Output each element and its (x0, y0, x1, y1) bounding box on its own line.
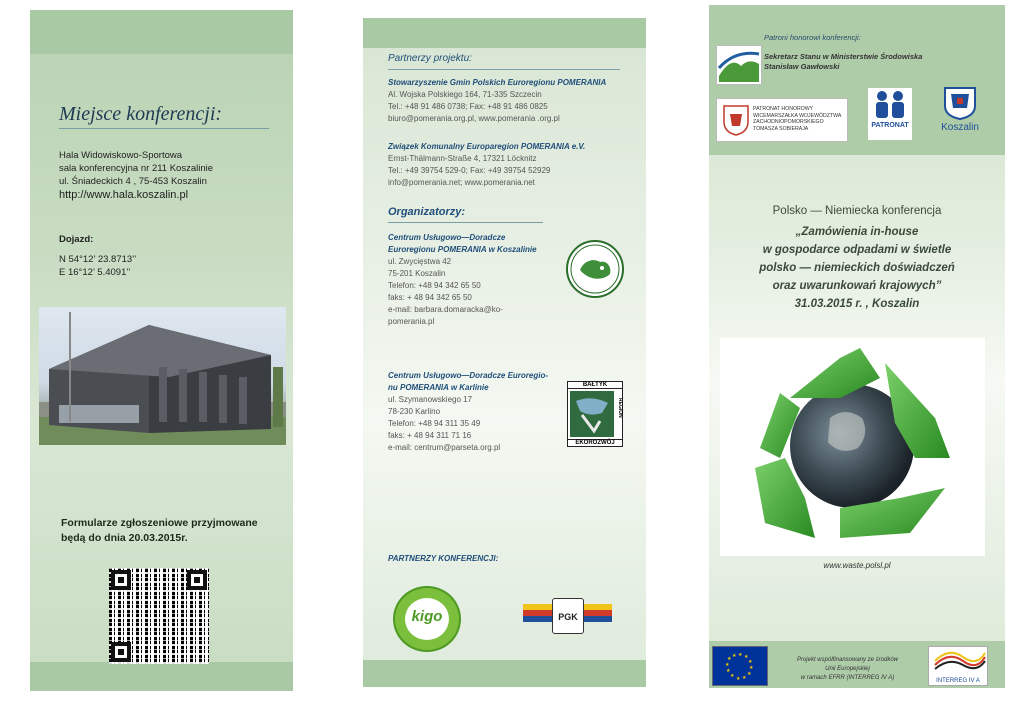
svg-text:★: ★ (742, 675, 747, 681)
organizer-1-street: ul. Zwycięstwa 42 (388, 257, 452, 266)
kigo-logo (393, 586, 461, 652)
venue-line: Hala Widowiskowo-Sportowa (59, 150, 183, 161)
qr-code[interactable] (109, 568, 209, 664)
pgk-text: PGK (558, 612, 578, 622)
forms-line2: będą do dnia 20.03.2015r. (61, 532, 188, 544)
title-line: oraz uwarunkowań krajowych” (772, 280, 942, 292)
marshal-patronage-text (753, 106, 841, 132)
venue-address (59, 149, 213, 202)
organizer-2-email[interactable]: e-mail: centrum@parseta.org.pl (388, 443, 501, 452)
organizer-1-city: 75-201 Koszalin (388, 269, 446, 278)
svg-text:★: ★ (738, 652, 743, 658)
svg-text:★: ★ (725, 662, 730, 668)
forms-line1: Formularze zgłoszeniowe przyjmowane (61, 517, 258, 529)
eu-line2: Unii Europejskiej (825, 666, 870, 672)
partner-2-phone: Tel.: +49 39754 529-0; Fax: +49 39754 52929 (388, 166, 551, 175)
interreg-label: INTERREG IV A (936, 678, 980, 684)
patron-1-line1: Sekretarz Stanu w Ministerstwie Środowiska (764, 52, 923, 61)
koszalin-label: Koszalin (941, 122, 979, 133)
partner-1-phone: Tel.: +48 91 486 0738; Fax: +48 91 486 0825 (388, 102, 548, 111)
partners-heading: Partnerzy projektu: (388, 53, 472, 64)
logo2-top-text: BAŁTYK (568, 382, 622, 389)
gps-e: E 16°12’ 5.4091’’ (59, 267, 131, 278)
left-top-bar (30, 10, 293, 54)
svg-text:★: ★ (748, 659, 753, 665)
patronat-text: PATRONAT (871, 122, 909, 129)
organizer-2-name-line1: Centrum Usługowo—Doradcze Euroregio- (388, 371, 549, 380)
middle-top-bar (363, 18, 646, 48)
koszalin-crest (938, 86, 982, 138)
partner-2-web[interactable]: info@pomerania.net; www.pomerania.net (388, 178, 535, 187)
eu-cofinance-text (780, 656, 915, 683)
date-place: 31.03.2015 r. , Koszalin (794, 298, 920, 310)
patron-1-line2: Stanisław Gawłowski (764, 62, 840, 71)
organizer-1-logo (566, 240, 624, 298)
venue-heading-rule (59, 128, 269, 129)
dojazd-label: Dojazd: (59, 234, 94, 245)
logo2-side-text: REGION (617, 398, 623, 418)
organizer-2-fax: faks: + 48 94 311 71 16 (388, 431, 472, 440)
left-bottom-bar (30, 662, 293, 691)
venue-line: ul. Śniadeckich 4 , 75-453 Koszalin (59, 176, 207, 187)
eu-line1: Projekt współfinansowany ze środków (796, 657, 899, 663)
partner-1-name: Stowarzyszenie Gmin Polskich Euroregionu POMERANIA (388, 78, 607, 87)
kigo-text: kigo (411, 608, 443, 625)
patron-1 (764, 52, 922, 72)
marshal-patronage (716, 98, 848, 142)
partner-1 (388, 77, 606, 125)
venue-url-link[interactable]: http://www.hala.koszalin.pl (59, 189, 189, 201)
partner-1-web[interactable]: biuro@pomerania.org.pl, www.pomerania .org.pl (388, 114, 560, 123)
svg-text:★: ★ (744, 654, 749, 660)
organizer-2-name-line2: nu POMERANIA w Karlinie (388, 383, 489, 392)
svg-text:★: ★ (736, 676, 741, 682)
svg-text:★: ★ (727, 656, 732, 662)
venue-heading: Miejsce konferencji: (59, 103, 223, 125)
title-line: w gospodarce odpadami w świetle (762, 244, 952, 256)
forms-deadline (61, 516, 258, 546)
svg-text:★: ★ (749, 665, 754, 671)
organizer-2-city: 78-230 Karlino (388, 407, 441, 416)
conference-type: Polsko — Niemiecka konferencja (772, 205, 942, 217)
partner-2-address: Ernst-Thälmann-Straße 4, 17321 Löcknitz (388, 154, 537, 163)
marshal-line: TOMASZA SOBIERAJA (753, 125, 809, 132)
marshal-line: PATRONAT HONOROWY (753, 106, 814, 112)
patrons-heading: Patroni honorowi konferencji: (764, 33, 861, 42)
organizer-2 (388, 370, 548, 454)
svg-text:★: ★ (732, 653, 737, 659)
organizer-1-name-line1: Centrum Usługowo—Doradcze (388, 233, 506, 242)
gps-n: N 54°12’ 23.8713’’ (59, 254, 137, 265)
organizer-2-street: ul. Szymanowskiego 17 (388, 395, 473, 404)
organizer-2-phone: Telefon: +48 94 311 35 49 (388, 419, 481, 428)
organizer-1-phone: Telefon: +48 94 342 65 50 (388, 281, 481, 290)
organizer-1-email-cont[interactable]: pomerania.pl (388, 317, 435, 326)
logo2-bottom-text: EKOROZWÓJ (568, 439, 622, 446)
middle-bottom-bar (363, 660, 646, 687)
title-line: „Zamówienia in-house (795, 226, 919, 238)
marshal-line: ZACHODNIOPOMORSKIEGO (753, 119, 824, 125)
organizer-1-fax: faks: + 48 94 342 65 50 (388, 293, 472, 302)
eu-flag (712, 646, 768, 686)
conference-partners-heading: PARTNERZY KONFERENCJI: (388, 554, 499, 563)
interreg-logo (928, 646, 988, 686)
partner-1-address: Al. Wojska Polskiego 164, 71-335 Szczecin (388, 90, 542, 99)
waste-site-link[interactable]: www.waste.polsl.pl (823, 561, 891, 570)
recycle-globe-image (720, 338, 985, 556)
title-line: polsko — niemieckich doświadczeń (759, 262, 955, 274)
partner-2 (388, 141, 585, 189)
organizers-heading: Organizatorzy: (388, 206, 466, 218)
conference-title (709, 223, 1005, 313)
svg-text:★: ★ (730, 673, 735, 679)
svg-text:★: ★ (747, 671, 752, 677)
eu-line3: w ramach EFRR (INTERREG IV A) (800, 675, 895, 681)
patronat-logo (868, 88, 912, 140)
organizer-1-name-line2: Euroregionu POMERANIA w Koszalinie (388, 245, 537, 254)
venue-line: sala konferencyjna nr 211 Koszalinie (59, 163, 214, 174)
partner-2-name: Związek Komunalny Europaregion POMERANIA e.V. (388, 142, 586, 151)
pgk-logo (523, 598, 612, 632)
svg-text:★: ★ (726, 668, 731, 674)
marshal-line: WICEMARSZAŁKA WOJEWÓDZTWA (753, 112, 842, 119)
venue-photo (39, 307, 286, 445)
organizer-1-email[interactable]: e-mail: barbara.domaracka@ko- (388, 305, 503, 314)
gps-coordinates (59, 253, 136, 279)
organizer-2-logo (567, 381, 623, 447)
organizers-heading-rule (388, 222, 543, 223)
organizer-1 (388, 232, 537, 328)
partners-heading-rule (388, 69, 620, 70)
ministry-logo (716, 45, 762, 85)
